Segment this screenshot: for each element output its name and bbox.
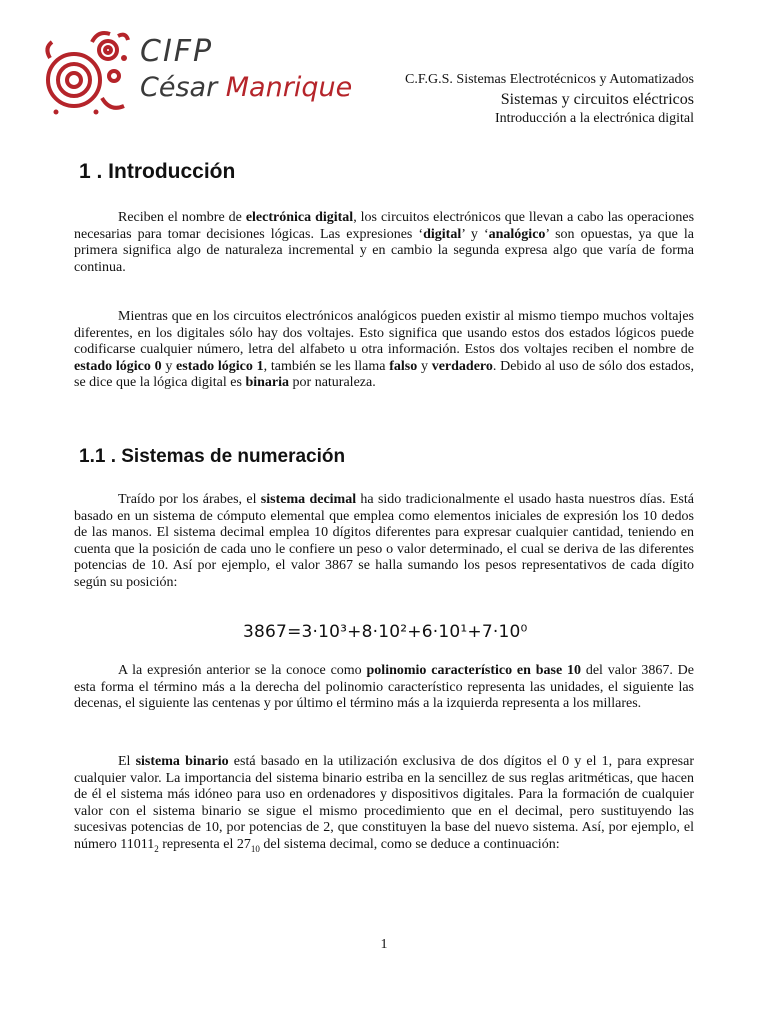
logo-swirl-icon <box>40 28 140 120</box>
logo-text-name: César Manrique <box>140 72 353 103</box>
page-number: 1 <box>380 937 388 952</box>
header-course: C.F.G.S. Sistemas Electrotécnicos y Automatizados <box>405 72 694 87</box>
logo-text-cifp: CIFP <box>140 34 214 69</box>
section-title-introduccion: 1 . Introducción <box>79 160 236 183</box>
header-subject: Sistemas y circuitos eléctricos <box>500 91 694 108</box>
paragraph-2: Mientras que en los circuitos electrónicos analógicos pueden existir al mismo tiempo muchos voltajes diferentes, en los digitales sólo hay dos voltajes. Esto significa que usando estos dos estados lógicos puede codificarse cualquier número, letra del alfabeto u otra información. Estos dos voltajes reciben el nombre de estado lógico 0 y estado lógico 1, también se les llama falso y verdadero. Debido al uso de sólo dos estados, se dice que la lógica digital es binaria por naturaleza. <box>74 309 694 390</box>
formula-polynomial: 3867=3·10³+8·10²+6·10¹+7·10⁰ <box>243 622 528 642</box>
school-logo <box>40 28 353 120</box>
paragraph-5: El sistema binario está basado en la utilización exclusiva de dos dígitos el 0 y el 1, para expresar cualquier valor. La importancia del sistema binario estriba en la sencillez de sus reglas aritméticas, que hacen de él el sistema más idóneo para uso en ordenadores y dispositivos digitales. Para la formación de cualquier valor con el sistema binario se sigue el mismo procedimiento que en el decimal, pero sustituyendo las sucesivas potencias de 10, por potencias de 2, que constituyen la base del nuevo sistema. Así, por ejemplo, el número $11011_2$ representa el $27_{10}$ del sistema decimal, como se deduce a continuación: <box>74 754 694 854</box>
section-title-sistemas-numeracion: 1.1 . Sistemas de numeración <box>79 446 346 467</box>
paragraph-1: Reciben el nombre de electrónica digital, los circuitos electrónicos que llevan a cabo las operaciones necesarias para tomar decisiones lógicas. Las expresiones ‘digital’ y ‘analógico’ son opuestas, ya que la primera significa algo de naturaleza incremental y en cambio la segunda expresa algo que varía de forma continua. <box>74 210 695 275</box>
paragraph-4: A la expresión anterior se la conoce como polinomio característico en base 10 del valor 3867. De esta forma el término más a la derecha del polinomio característico representa las unidades, el siguiente las decenas, el siguiente las centenas y por último el término más a la izquierda representa a los millares. <box>74 663 694 711</box>
paragraph-3: Traído por los árabes, el sistema decimal ha sido tradicionalmente el usado hasta nuestros días. Está basado en un sistema de cómputo elemental que emplea como elementos iniciales de expresión los 10 dedos de las manos. El sistema decimal emplea 10 dígitos diferentes para expresar cualquier cantidad, teniendo en cuenta que la posición de cada uno le confiere un peso o valor determinado, el cual se deriva de las diferentes potencias de 10. Así por ejemplo, el valor 3867 se halla sumando los pesos representativos de cada dígito según su posición: <box>74 492 694 590</box>
header-topic: Introducción a la electrónica digital <box>494 111 694 126</box>
